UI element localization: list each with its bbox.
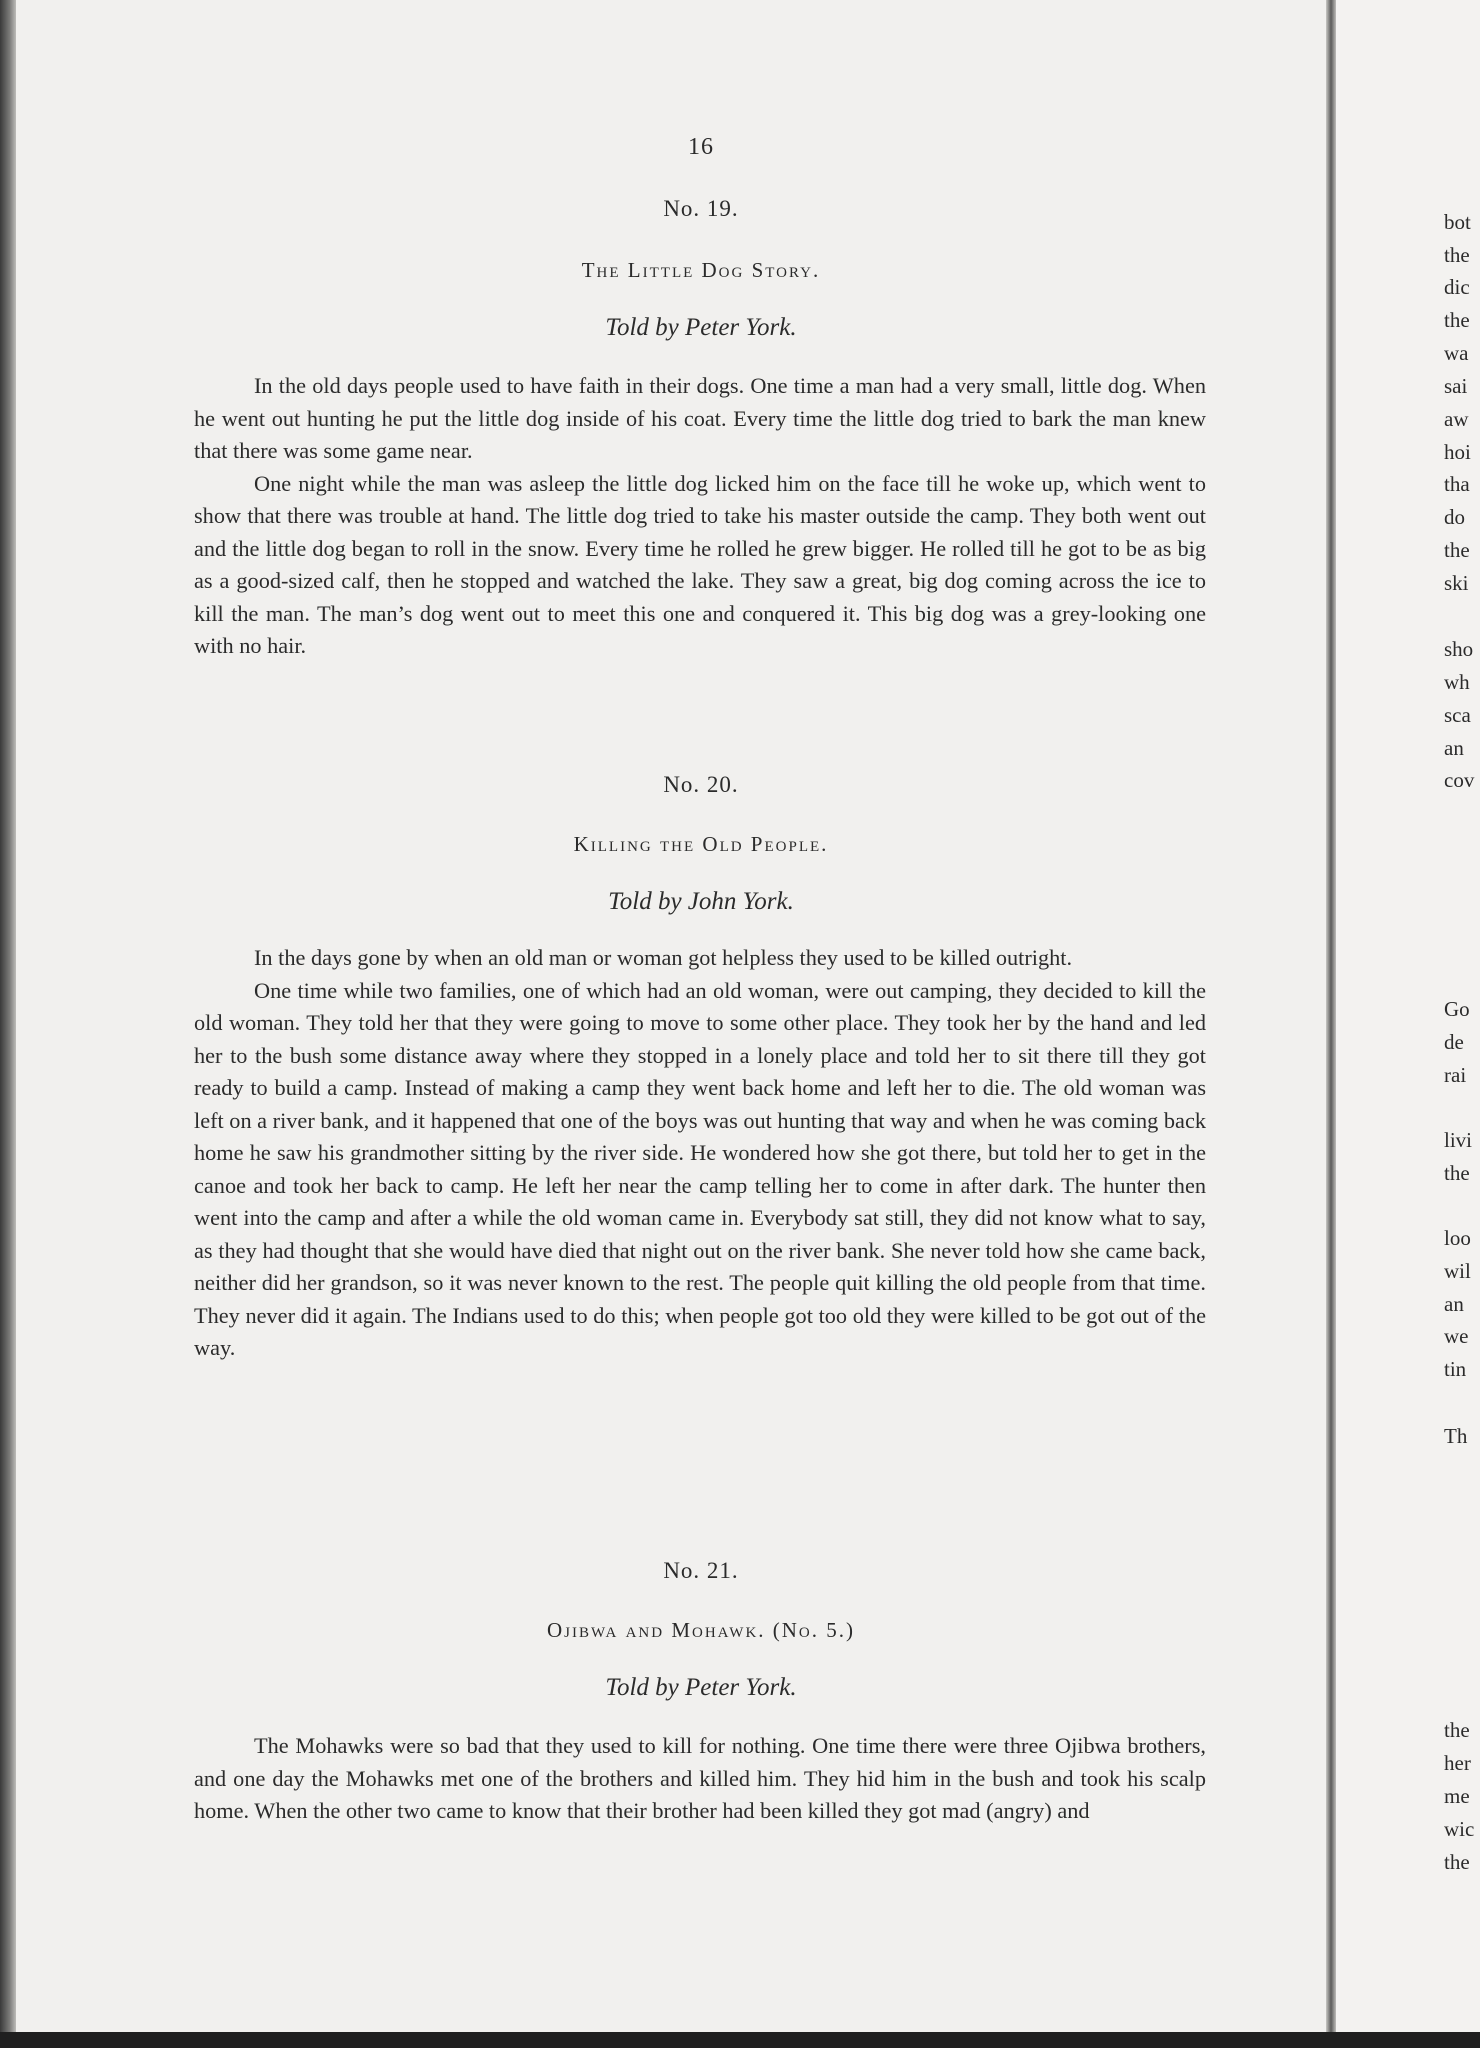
facing-fragment: an	[1444, 1292, 1464, 1316]
story-paragraph: One night while the man was asleep the little dog licked him on the face till he woke up, which went to show that there was trouble at hand. The little dog tried to take his master outside the camp. They both went out and the little dog began to roll in the snow. Every time he rolled he grew bigger. He rolled till he got to be as big as a good-sized calf, then he stopped and watched the lake. They saw a great, big dog coming across the ice to kill the man. The man’s dog went out to meet this one and conquered it. This big dog was a grey-looking one with no hair.	[194, 470, 1206, 658]
facing-fragment: Go	[1444, 997, 1470, 1021]
story-number: No. 19.	[663, 196, 739, 221]
story-number: No. 21.	[663, 1558, 739, 1583]
facing-fragment: livi	[1444, 1128, 1473, 1152]
story-body	[194, 942, 1206, 1365]
story-body	[194, 1730, 1206, 1828]
story-title: Killing the Old People.	[573, 832, 829, 856]
facing-fragment: wic	[1444, 1817, 1475, 1841]
facing-fragment: de	[1444, 1030, 1464, 1054]
facing-fragment: the	[1444, 538, 1470, 562]
story-paragraph: The Mohawks were so bad that they used to kill for nothing. One time there were three Ojibwa brothers, and one day the Mohawks met one of the brothers and killed him. They hid him in the bush and took his scalp home. When the other two came to know that their brother had been killed they got mad (angry) and	[194, 1733, 1206, 1823]
facing-fragment: the	[1444, 1718, 1470, 1742]
story-teller: Told by Peter York.	[605, 314, 797, 341]
facing-page-text-fragments	[1444, 0, 1480, 2048]
facing-fragment: aw	[1444, 407, 1469, 431]
facing-fragment: wh	[1444, 670, 1470, 694]
facing-fragment: we	[1444, 1324, 1469, 1348]
story-teller: Told by Peter York.	[605, 1674, 797, 1701]
facing-fragment: sca	[1444, 703, 1471, 727]
facing-fragment: wa	[1444, 341, 1469, 365]
facing-fragment: sai	[1444, 374, 1468, 398]
facing-fragment: the	[1444, 308, 1470, 332]
facing-fragment: tha	[1444, 472, 1470, 496]
facing-fragment: sho	[1444, 637, 1474, 661]
facing-fragment: Th	[1444, 1424, 1468, 1448]
story-number: No. 20.	[663, 772, 739, 797]
left-page	[16, 0, 1332, 2040]
story-paragraph: One time while two families, one of which had an old woman, were out camping, they decided to kill the old woman. They told her that they were going to move to some other place. They took her by the hand and led her to the bush some distance away where they stopped in a lonely place and told her to sit there till they got ready to build a camp. Instead of making a camp they went back home and left her to die. The old woman was left on a river bank, and it happened that one of the boys was out hunting that way and when he was coming back home he saw his grandmother sitting by the river side. He wondered how she got there, but told her to get in the canoe and took her back to camp. He left her near the camp telling her to come in after dark. The hunter then went into the camp and after a while the old woman came in. Everybody sat still, they did not know what to say, as they had thought that she would have died that night out on the river bank. She never told how she came back, neither did her grandson, so it was never known to the rest. The people quit killing the old people from that time. They never did it again. The Indians used to do this; when people got too old they were killed to be got out of the way.	[194, 977, 1206, 1360]
facing-fragment: loo	[1444, 1226, 1471, 1250]
facing-fragment: hoi	[1444, 440, 1471, 464]
facing-fragment: the	[1444, 243, 1470, 267]
scanner-bottom-edge	[0, 2032, 1480, 2048]
facing-fragment: the	[1444, 1161, 1470, 1185]
story-paragraph: In the old days people used to have faith in their dogs. One time a man had a very small, little dog. When he went out hunting he put the little dog inside of his coat. Every time the little dog tried to bark the man knew that there was some game near.	[194, 373, 1206, 463]
center-gutter	[1326, 0, 1336, 2048]
facing-fragment: wil	[1444, 1259, 1471, 1283]
facing-fragment: rai	[1444, 1063, 1467, 1087]
facing-fragment: ski	[1444, 571, 1469, 595]
facing-fragment: bot	[1444, 210, 1471, 234]
story-title: Ojibwa and Mohawk. (No. 5.)	[546, 1618, 856, 1642]
left-binding-edge	[0, 0, 16, 2048]
story-body	[194, 370, 1206, 663]
facing-fragment: the	[1444, 1850, 1470, 1874]
facing-fragment: tin	[1444, 1357, 1467, 1381]
story-title: The Little Dog Story.	[581, 258, 821, 282]
story-paragraph: In the days gone by when an old man or woman got helpless they used to be killed outright.	[254, 945, 1073, 970]
facing-fragment: me	[1444, 1784, 1470, 1808]
facing-fragment: dic	[1444, 275, 1470, 299]
facing-fragment: an	[1444, 736, 1464, 760]
facing-fragment: cov	[1444, 768, 1475, 792]
story-teller: Told by John York.	[608, 888, 794, 915]
facing-fragment: do	[1444, 505, 1465, 529]
page-number: 16	[688, 134, 714, 160]
facing-fragment: her	[1444, 1751, 1471, 1775]
